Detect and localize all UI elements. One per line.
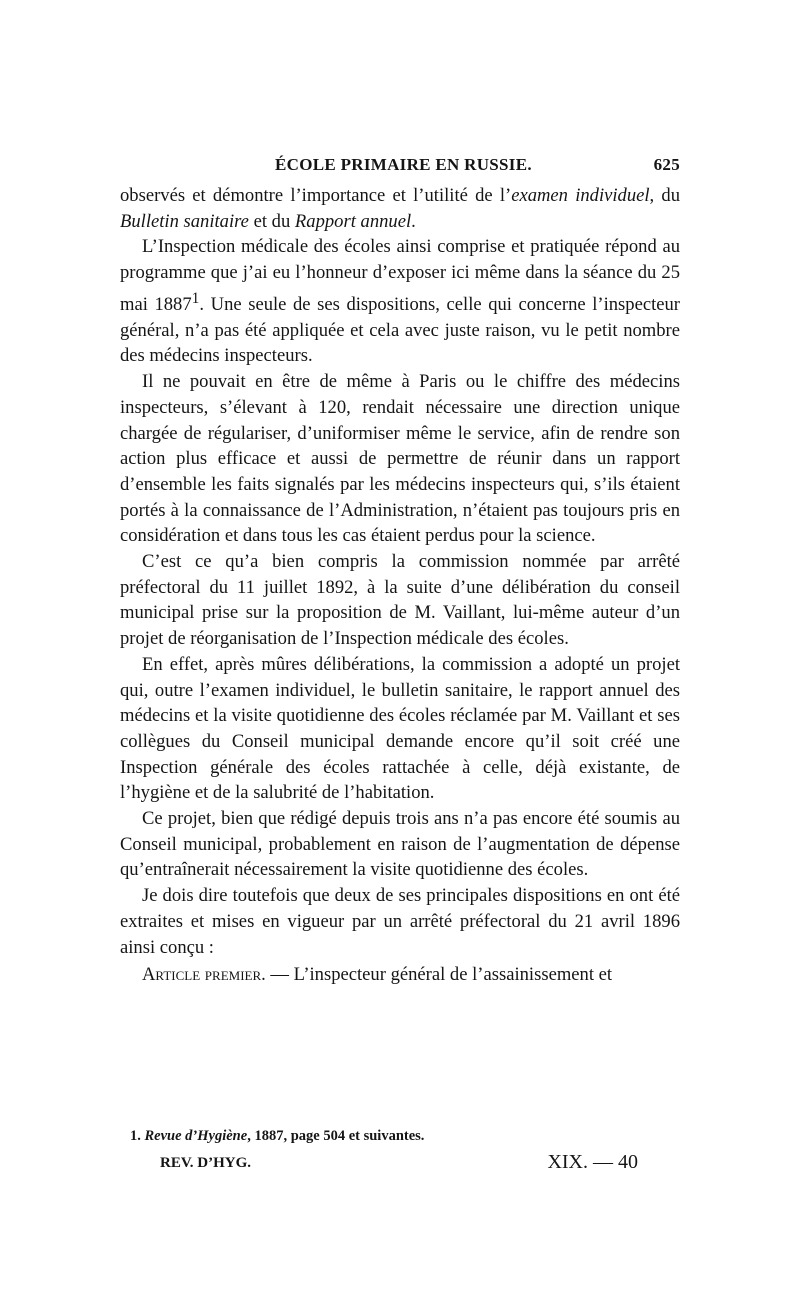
paragraph: En effet, après mûres délibérations, la commission a adopté un projet qui, outre l’examen individuel, le bulletin sanitaire, le rapport annuel des médecins et la visite quotidienne des écoles réclamée par M. Vaillant et ses collègues du Conseil municipal demande encore qu’il soit créé une Inspection générale des écoles rattachée à celle, déjà existante, de l’hygiène et de la salubrité de l’habitation.	[120, 653, 680, 804]
paragraph: C’est ce qu’a bien compris la commission nommée par arrêté préfectoral du 11 juillet 1892, à la suite d’une délibération du conseil municipal prise sur la proposition de M. Vaillant, lui-même auteur d’un projet de réorganisation de l’Inspection médicale des écoles.	[120, 551, 680, 650]
page-number: 625	[653, 155, 680, 174]
footnote-text: , 1887, page 504 et suivantes.	[247, 1128, 425, 1144]
footnote	[130, 1128, 680, 1145]
paragraph: Je dois dire toutefois que deux de ses principales dispositions en ont été extraites et mises en vigueur par un arrêté préfectoral du 21 avril 1896 ainsi conçu :	[120, 885, 680, 958]
text-run: , du	[649, 185, 680, 206]
signature-volume: XIX. — 40	[547, 1151, 638, 1173]
italic-term: examen individuel	[511, 185, 650, 206]
footnote-journal: Revue d’Hygiène	[144, 1128, 248, 1144]
footnote-marker: 1.	[130, 1128, 141, 1144]
footnote-reference: 1	[191, 289, 200, 307]
text-run: L’Inspection médicale des écoles ainsi comprise et pratiquée répond au programme que j’ai eu l’honneur d’exposer ici même dans la séance du 25 mai 1887	[120, 236, 680, 315]
text-run: . Une seule de ses dispositions, celle qui concerne l’inspecteur général, n’a pas été appliquée et cela avec juste raison, vu le petit nombre des médecins inspecteurs.	[120, 294, 680, 367]
text-run: .	[411, 210, 416, 232]
paragraph: Il ne pouvait en être de même à Paris ou le chiffre des médecins inspecteurs, s’élevant à 120, rendait nécessaire une direction unique chargée de régulariser, d’uniformiser même le service, afin de rendre son action plus efficace et aussi de permettre de réunir dans un rapport d’ensemble les faits signalés par les médecins inspecteurs qui, s’ils étaient portés à la connaissance de l’Administration, n’étaient pas toujours pris en considération et dans tous les cas étaient perdus pour la science.	[120, 371, 680, 547]
italic-term: Bulletin sanitaire	[120, 210, 249, 232]
text-run: et du	[248, 210, 295, 232]
paragraph: Ce projet, bien que rédigé depuis trois ans n’a pas encore été soumis au Conseil municipal, probablement en raison de l’augmentation de dépense qu’entraînerait nécessairement la visite quotidienne des écoles.	[120, 808, 680, 881]
italic-term: Rapport annuel	[294, 210, 412, 232]
signature-journal: REV. D’HYG.	[160, 1155, 251, 1171]
paragraph	[120, 962, 680, 988]
running-title: ÉCOLE PRIMAIRE EN RUSSIE.	[275, 155, 532, 174]
running-header	[120, 155, 680, 181]
paragraph	[120, 183, 680, 234]
paragraph	[120, 234, 680, 369]
printer-signature	[160, 1153, 638, 1179]
text-run: — L’inspecteur général de l’assainissement et	[265, 964, 613, 986]
article-heading: Article premier.	[142, 964, 266, 986]
body-text	[120, 183, 680, 988]
text-run: observés et démontre l’importance et l’utilité de l’	[120, 185, 512, 206]
